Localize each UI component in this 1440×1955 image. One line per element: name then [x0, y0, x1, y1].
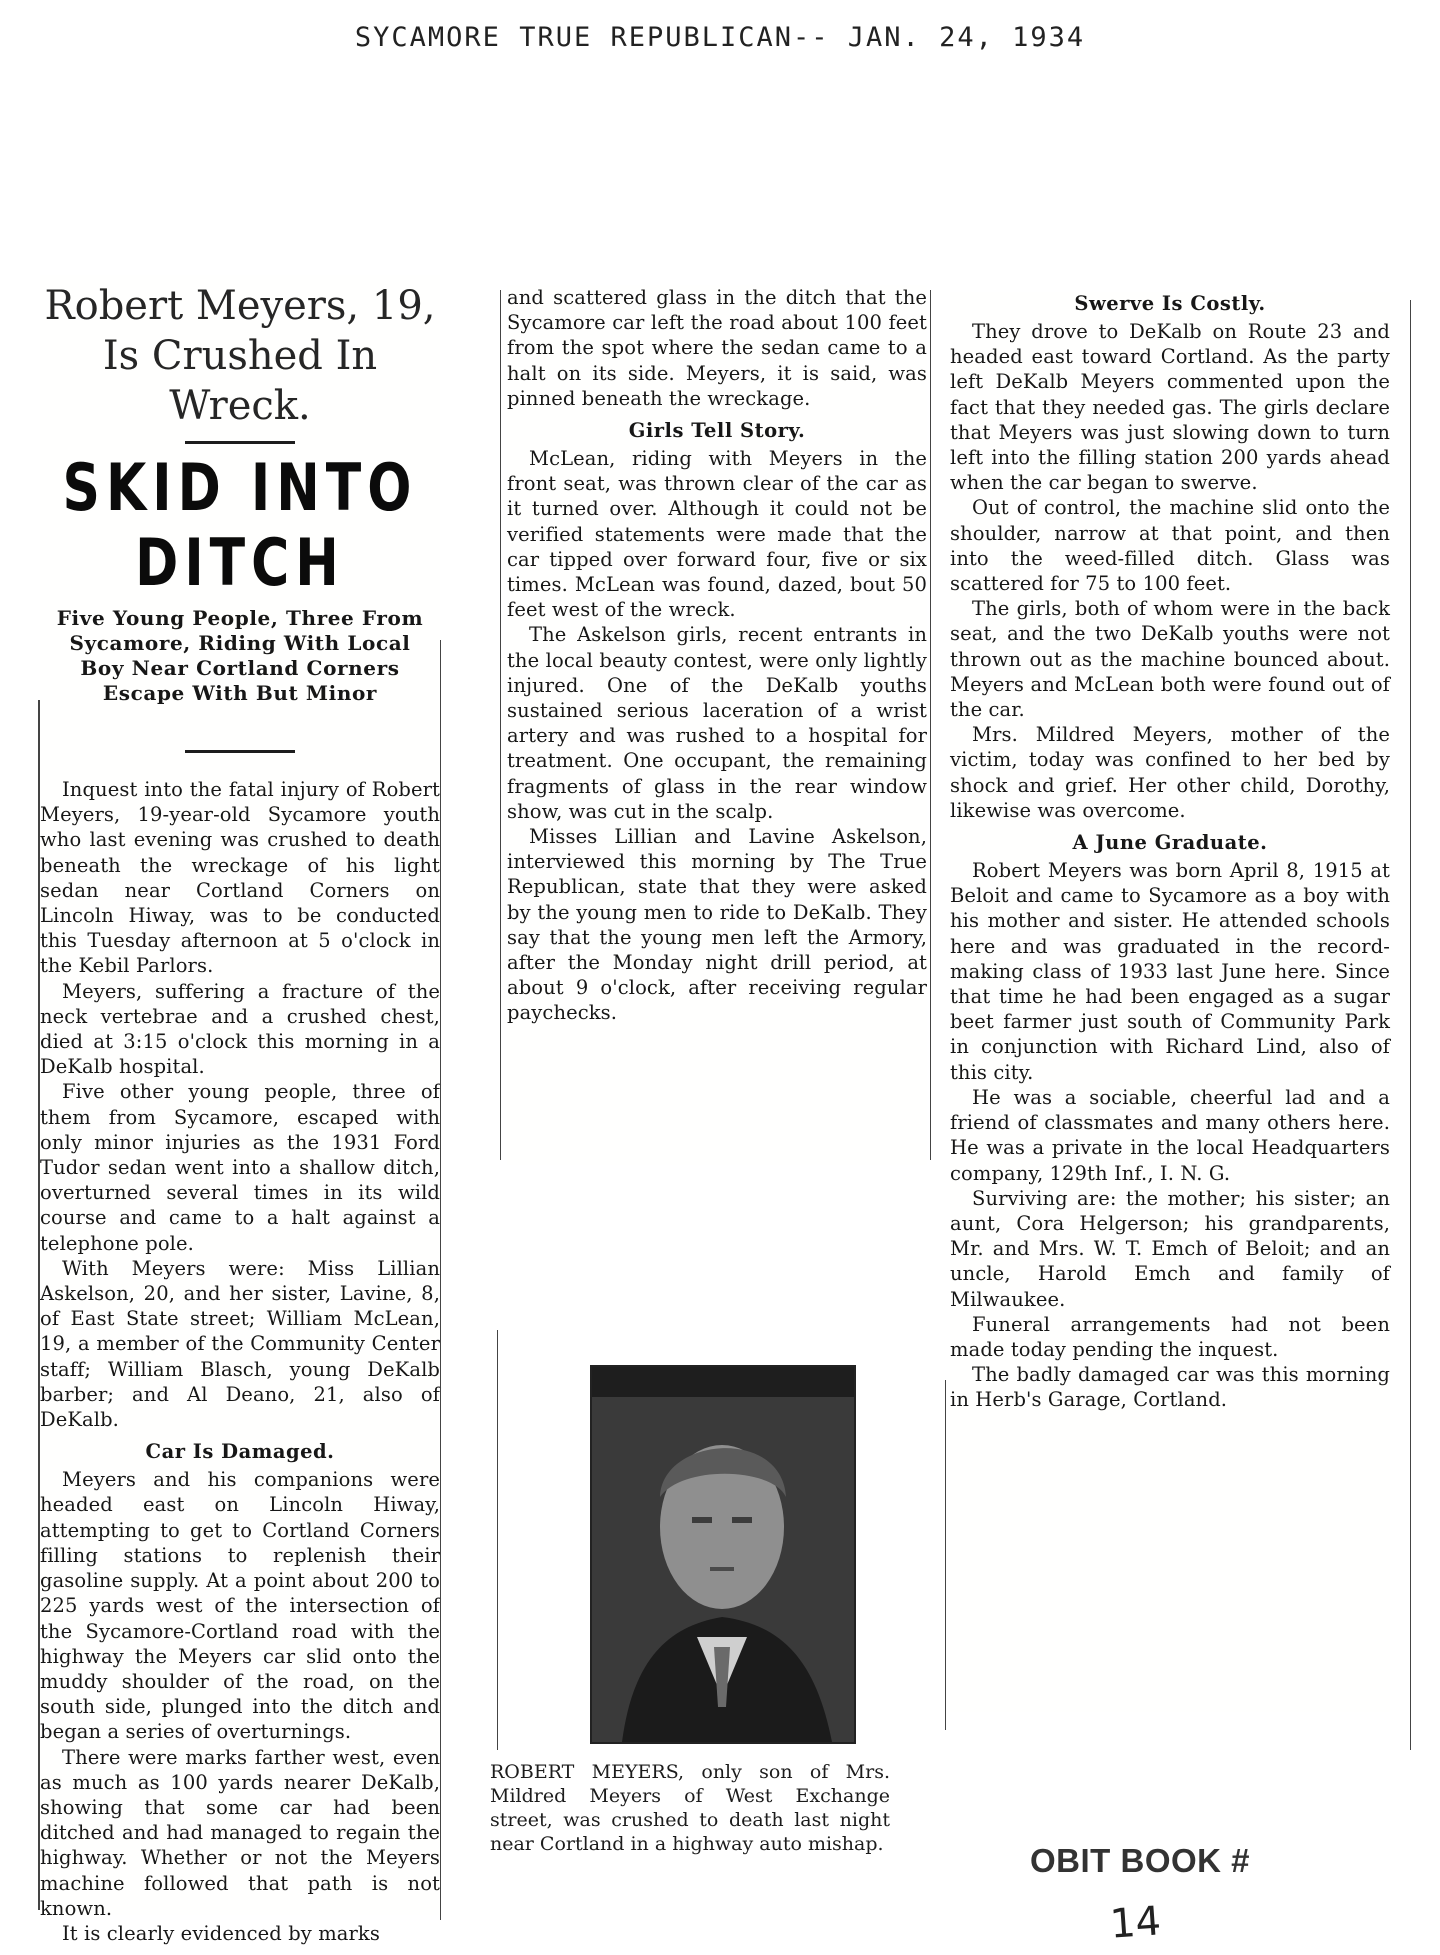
subheading: Swerve Is Costly. — [1074, 292, 1266, 315]
column-divider — [440, 640, 441, 1920]
paragraph: Robert Meyers was born April 8, 1915 at Beloit and came to Sycamore as a boy with his mother and sister. He attended schools here and was graduated in the record-making class of 1933 last June here. Since that time he had been engaged as a sugar beet farmer just south of Community Park in conjunction with Richard Lind, also of this city. — [950, 859, 1390, 1084]
paragraph: The Askelson girls, recent entrants in the local beauty contest, were only lightly injured. One of the DeKalb youths sustained serious laceration of a wrist artery and was rushed to a hospital for treatment. One occupant, the remaining fragments of glass in the rear window show, was cut in the scalp. — [507, 623, 927, 823]
portrait-photo — [590, 1365, 856, 1744]
paragraph: and scattered glass in the ditch that the Sycamore car left the road about 100 feet from the spot where the sedan came to a halt on its side. Meyers, it is said, was pinned beneath the wreckage. — [507, 286, 927, 410]
headline-banner: SKID INTO DITCH — [62, 451, 418, 601]
caption-text: ROBERT MEYERS, only son of Mrs. Mildred Meyers of West Exchange street, was crushed to death last night near Cortland in a highway auto mishap. — [490, 1761, 890, 1855]
obit-book-number: 14 — [1108, 1898, 1163, 1948]
paragraph: Out of control, the machine slid onto the shoulder, narrow at that point, and then into the weed-filled ditch. Glass was scattered for 75 to 100 feet. — [950, 496, 1390, 596]
obit-book-label: OBIT BOOK # — [1030, 1842, 1251, 1879]
paragraph: Meyers, suffering a fracture of the neck vertebrae and a crushed chest, died at 3:15 o'clock this morning in a DeKalb hospital. — [40, 979, 440, 1079]
paragraph: Five other young people, three of them from Sycamore, escaped with only minor injuries as the 1931 Ford Tudor sedan went into a shallow ditch, overturned several times in its wild course and came to a halt against a telephone pole. — [40, 1080, 440, 1255]
column-1 — [40, 275, 440, 1945]
column-divider — [930, 290, 931, 1160]
photo-caption — [490, 1760, 890, 1856]
subheading: A June Graduate. — [1072, 831, 1268, 855]
column-divider — [1410, 300, 1411, 1750]
paragraph: The girls, both of whom were in the back seat, and the two DeKalb youths were not thrown out as the machine bounced about. Meyers and McLean both were found out of the car. — [950, 597, 1390, 722]
column-2 — [507, 285, 927, 1165]
paragraph: Mrs. Mildred Meyers, mother of the victim, today was confined to her bed by shock and grief. Her other child, Dorothy, likewise was overcome. — [950, 723, 1390, 822]
paragraph: Surviving are: the mother; his sister; an aunt, Cora Helgerson; his grandparents, Mr. and Mrs. W. T. Emch of Beloit; and an uncle, Harold Emch and family of Milwaukee. — [950, 1186, 1390, 1311]
paragraph: It is clearly evidenced by marks — [62, 1921, 380, 1945]
column-divider — [500, 290, 501, 1160]
paragraph: Meyers and his companions were headed east on Lincoln Hiway, attempting to get to Cortland Corners filling stations to replenish their gasoline supply. At a point about 200 to 225 yards west of the intersection of the Sycamore-Cortland road with the highway the Meyers car slid onto the muddy shoulder of the road, on the south side, plunged into the ditch and began a series of overturnings. — [40, 1468, 440, 1744]
headline-deck: Five Young People, Three From Sycamore, Riding With Local Boy Near Cortland Corners Escape With But Minor — [56, 606, 424, 705]
photo-divider — [497, 1330, 498, 1750]
paragraph: Inquest into the fatal injury of Robert Meyers, 19-year-old Sycamore youth who last evening was crushed to death beneath the wreckage of his light sedan near Cortland Corners on Lincoln Hiway, was to be conducted this Tuesday afternoon at 5 o'clock in the Kebil Parlors. — [40, 778, 440, 978]
paragraph: They drove to DeKalb on Route 23 and headed east toward Cortland. As the party left DeKalb Meyers commented upon the fact that they needed gas. The girls declare that Meyers was just slowing down to turn left into the filling station 200 yards ahead when the car began to swerve. — [950, 320, 1390, 495]
headline-rule — [185, 441, 295, 444]
paragraph: McLean, riding with Meyers in the front seat, was thrown clear of the car as it turned over. Although it could not be verified statements were made that the car tipped over forward four, five or six times. McLean was found, dazed, bout 50 feet west of the wreck. — [507, 447, 927, 622]
paragraph: The badly damaged car was this morning in Herb's Garage, Cortland. — [950, 1363, 1390, 1412]
paragraph: There were marks farther west, even as much as 100 yards nearer DeKalb, showing that some car had been ditched and had managed to regain the highway. Whether or not the Meyers machine followed that path is not known. — [40, 1745, 440, 1920]
paragraph: Misses Lillian and Lavine Askelson, interviewed this morning by The True Republican, state that they were asked by the young men to ride to DeKalb. They say that the young men left the Armory, after the Monday night drill period, at about 9 o'clock, after receiving regular paychecks. — [507, 825, 927, 1025]
headline-primary: Robert Meyers, 19, Is Crushed In Wreck. — [44, 283, 436, 429]
subheading: Car Is Damaged. — [145, 1440, 335, 1464]
column-3 — [950, 292, 1390, 1712]
column-divider — [945, 1380, 946, 1730]
paragraph: He was a sociable, cheerful lad and a friend of classmates and many others here. He was a private in the local Headquarters company, 129th Inf., I. N. G. — [950, 1085, 1390, 1185]
paragraph: Funeral arrangements had not been made today pending the inquest. — [950, 1312, 1390, 1361]
subheading: Girls Tell Story. — [628, 419, 806, 443]
deck-rule — [185, 750, 295, 753]
portrait-figure — [592, 1367, 854, 1742]
page-header: SYCAMORE TRUE REPUBLICAN-- JAN. 24, 1934 — [354, 22, 1086, 53]
column-divider — [38, 700, 40, 1910]
paragraph: With Meyers were: Miss Lillian Askelson, 20, and her sister, Lavine, 8, of East State street; William McLean, 19, a member of the Community Center staff; William Blasch, young DeKalb barber; and Al Deano, 21, also of DeKalb. — [40, 1256, 440, 1432]
